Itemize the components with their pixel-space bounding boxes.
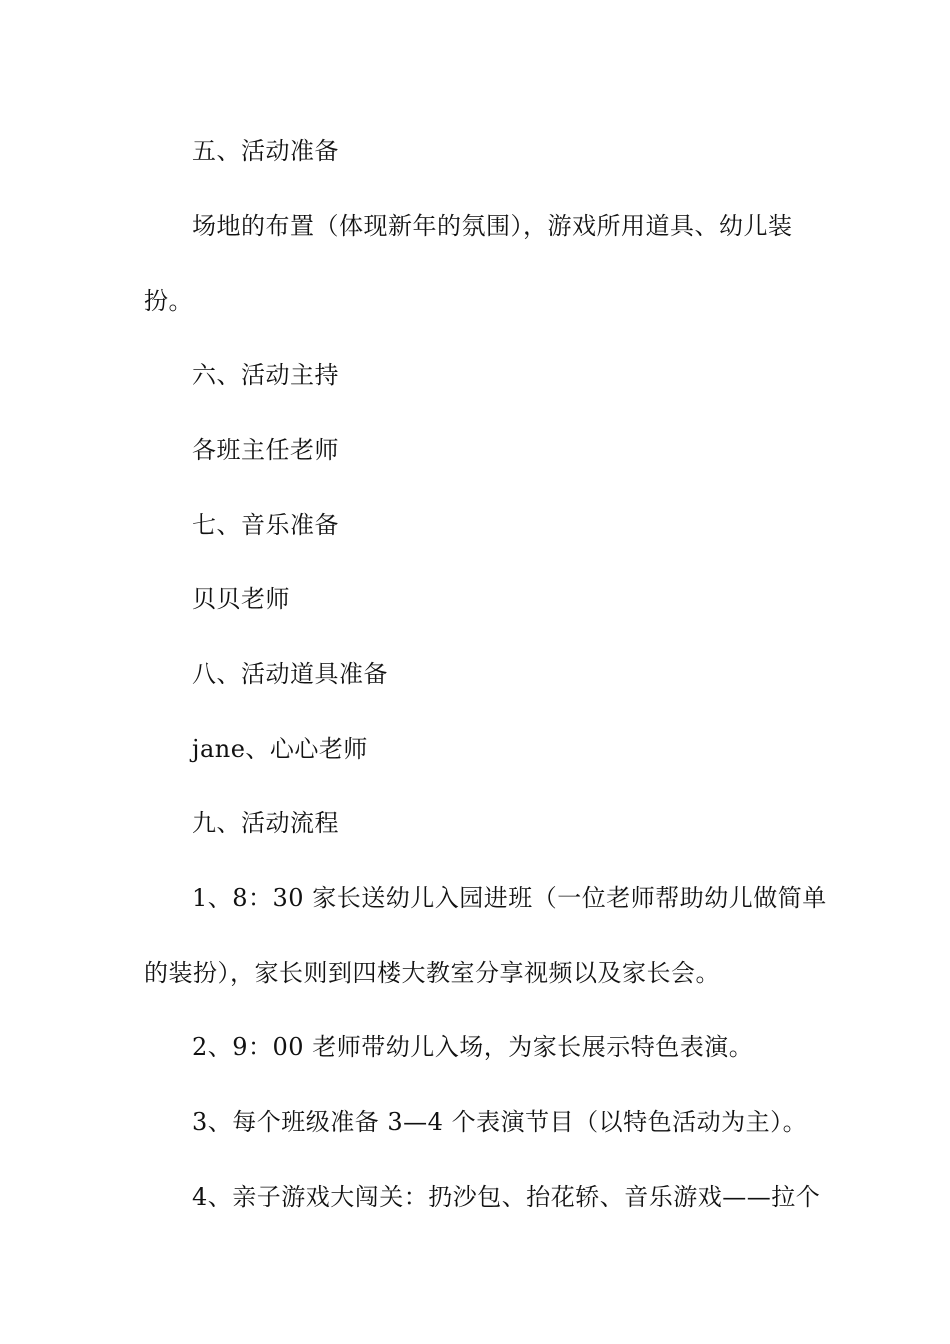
section-heading-host: 六、活动主持 xyxy=(192,361,339,389)
paragraph-line: 各班主任老师 xyxy=(192,436,339,464)
paragraph-line: 1、8：30 家长送幼儿入园进班（一位老师帮助幼儿做简单 xyxy=(192,884,827,912)
paragraph-line: 场地的布置（体现新年的氛围），游戏所用道具、幼儿装 xyxy=(192,212,793,240)
paragraph-line: 4、亲子游戏大闯关：扔沙包、抬花轿、音乐游戏——拉个 xyxy=(192,1183,821,1211)
section-heading-music: 七、音乐准备 xyxy=(192,511,339,539)
paragraph-line: 2、9：00 老师带幼儿入场，为家长展示特色表演。 xyxy=(192,1033,754,1061)
paragraph-line: 的装扮），家长则到四楼大教室分享视频以及家长会。 xyxy=(144,959,720,987)
paragraph-line: 扮。 xyxy=(144,287,193,315)
paragraph-line: 贝贝老师 xyxy=(192,585,290,613)
section-heading-process: 九、活动流程 xyxy=(192,809,339,837)
paragraph-line: jane、心心老师 xyxy=(192,735,368,763)
paragraph-line: 3、每个班级准备 3—4 个表演节目（以特色活动为主）。 xyxy=(192,1108,808,1136)
section-heading-preparation: 五、活动准备 xyxy=(192,137,339,165)
section-heading-props: 八、活动道具准备 xyxy=(192,660,388,688)
